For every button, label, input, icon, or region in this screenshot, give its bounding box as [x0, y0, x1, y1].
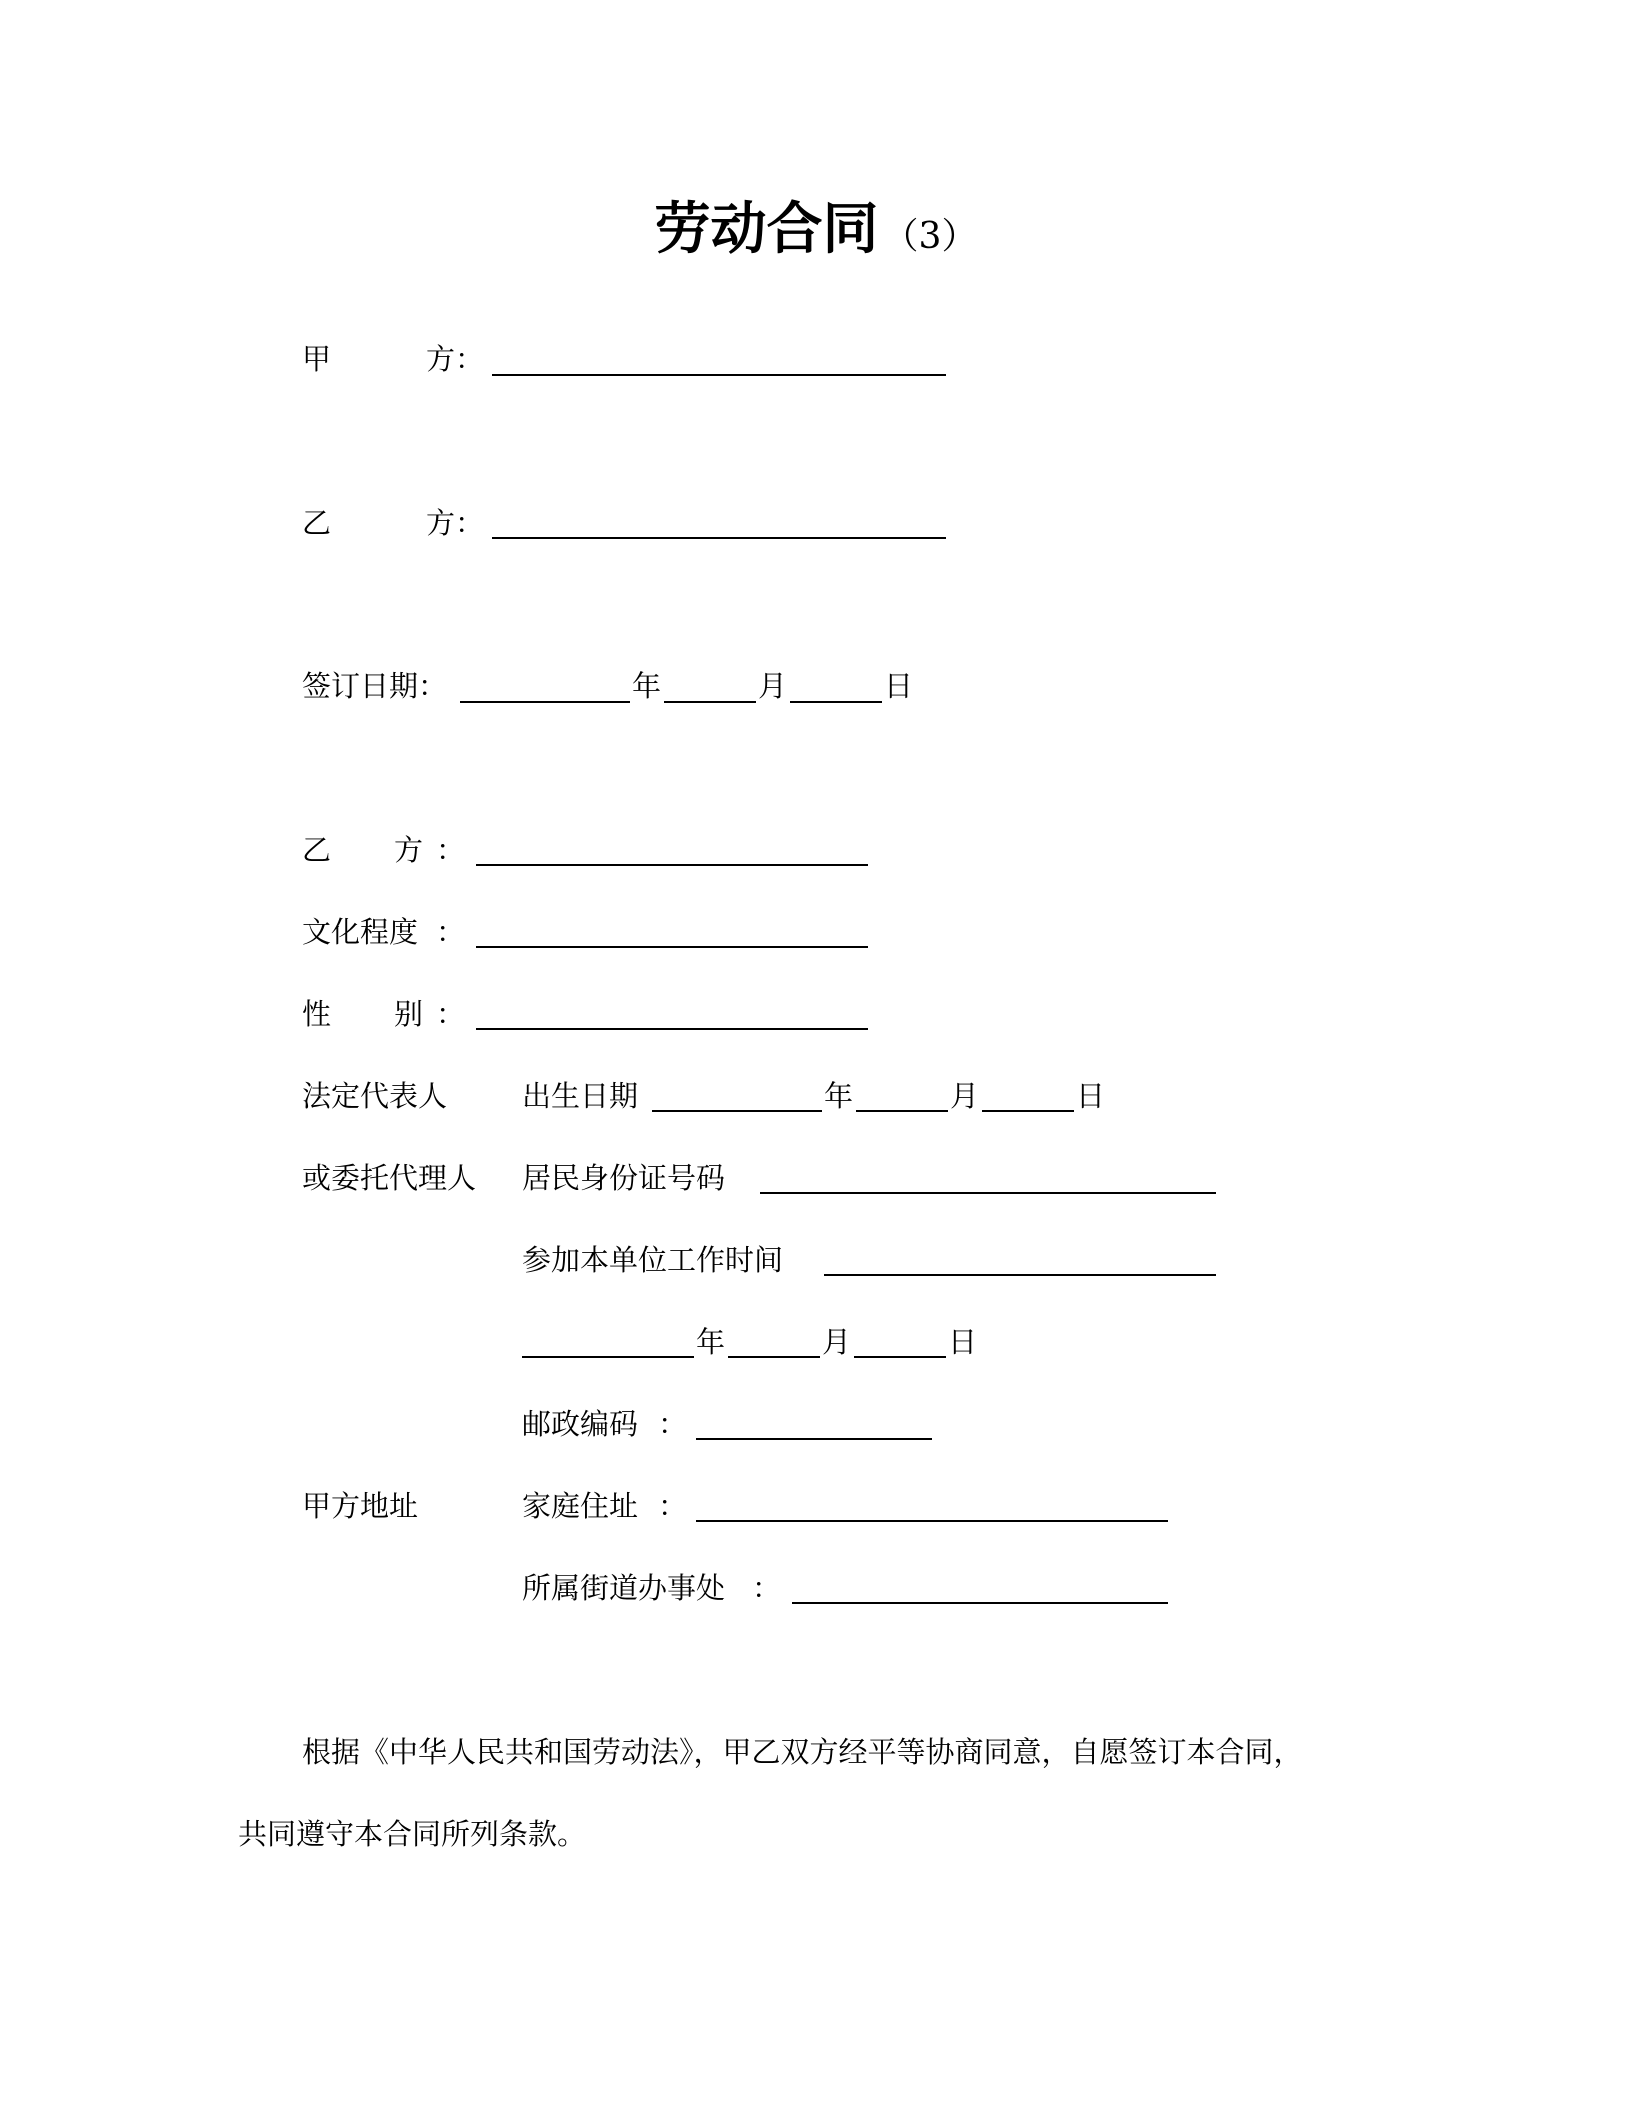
employee-colon: ：: [436, 833, 466, 867]
birth-day-label: 日: [1076, 1079, 1106, 1113]
id-number-field[interactable]: [760, 1192, 1216, 1194]
sign-year-field[interactable]: [460, 701, 630, 703]
sign-day-label: 日: [884, 669, 914, 703]
home-address-colon: ：: [658, 1489, 688, 1523]
party-a-label-1: 甲: [302, 342, 332, 376]
party-b-label-2: 方：: [426, 506, 485, 540]
sign-year-label: 年: [632, 669, 662, 703]
home-address-field[interactable]: [696, 1520, 1168, 1522]
party-b-label-1: 乙: [302, 506, 332, 540]
join-time-field[interactable]: [824, 1274, 1216, 1276]
title-number: （3）: [882, 216, 978, 257]
join-time-label: 参加本单位工作时间: [522, 1243, 784, 1277]
home-address-label: 家庭住址: [522, 1489, 639, 1523]
party-a-address-label: 甲方地址: [302, 1489, 419, 1523]
education-field[interactable]: [476, 946, 868, 948]
join-day-label: 日: [948, 1325, 978, 1359]
paragraph-line-1: 根据《中华人民共和国劳动法》，甲乙双方经平等协商同意，自愿签订本合同，: [302, 1735, 1303, 1769]
street-office-field[interactable]: [792, 1602, 1168, 1604]
id-number-label: 居民身份证号码: [522, 1161, 726, 1195]
birth-year-label: 年: [824, 1079, 854, 1113]
sign-month-label: 月: [758, 669, 788, 703]
employee-label-2: 方: [394, 833, 424, 867]
postal-code-colon: ：: [658, 1407, 688, 1441]
gender-colon: ：: [436, 997, 466, 1031]
paragraph-line-2: 共同遵守本合同所列条款。: [238, 1817, 587, 1851]
birth-year-field[interactable]: [652, 1110, 822, 1112]
birth-date-label: 出生日期: [522, 1079, 639, 1113]
join-year-label: 年: [696, 1325, 726, 1359]
title-text: 劳动合同: [654, 197, 879, 262]
join-day-field[interactable]: [854, 1356, 946, 1358]
sign-date-label: 签订日期：: [302, 669, 448, 703]
employee-field[interactable]: [476, 864, 868, 866]
postal-code-label: 邮政编码: [522, 1407, 639, 1441]
document-title: [0, 195, 1632, 272]
education-colon: ：: [436, 915, 466, 949]
postal-code-field[interactable]: [696, 1438, 932, 1440]
education-label: 文化程度: [302, 915, 419, 949]
birth-month-label: 月: [950, 1079, 980, 1113]
join-month-field[interactable]: [728, 1356, 820, 1358]
legal-rep-label: 法定代表人: [302, 1079, 448, 1113]
employee-label-1: 乙: [302, 833, 332, 867]
party-a-label-2: 方：: [426, 342, 485, 376]
join-month-label: 月: [822, 1325, 852, 1359]
join-year-field[interactable]: [522, 1356, 694, 1358]
birth-month-field[interactable]: [856, 1110, 948, 1112]
party-b-field[interactable]: [492, 537, 946, 539]
gender-label-1: 性: [302, 997, 332, 1031]
gender-field[interactable]: [476, 1028, 868, 1030]
street-office-colon: ：: [752, 1571, 782, 1605]
party-a-field[interactable]: [492, 374, 946, 376]
gender-label-2: 别: [394, 997, 424, 1031]
sign-day-field[interactable]: [790, 701, 882, 703]
sign-month-field[interactable]: [664, 701, 756, 703]
agent-label: 或委托代理人: [302, 1161, 477, 1195]
birth-day-field[interactable]: [982, 1110, 1074, 1112]
street-office-label: 所属街道办事处: [522, 1571, 726, 1605]
